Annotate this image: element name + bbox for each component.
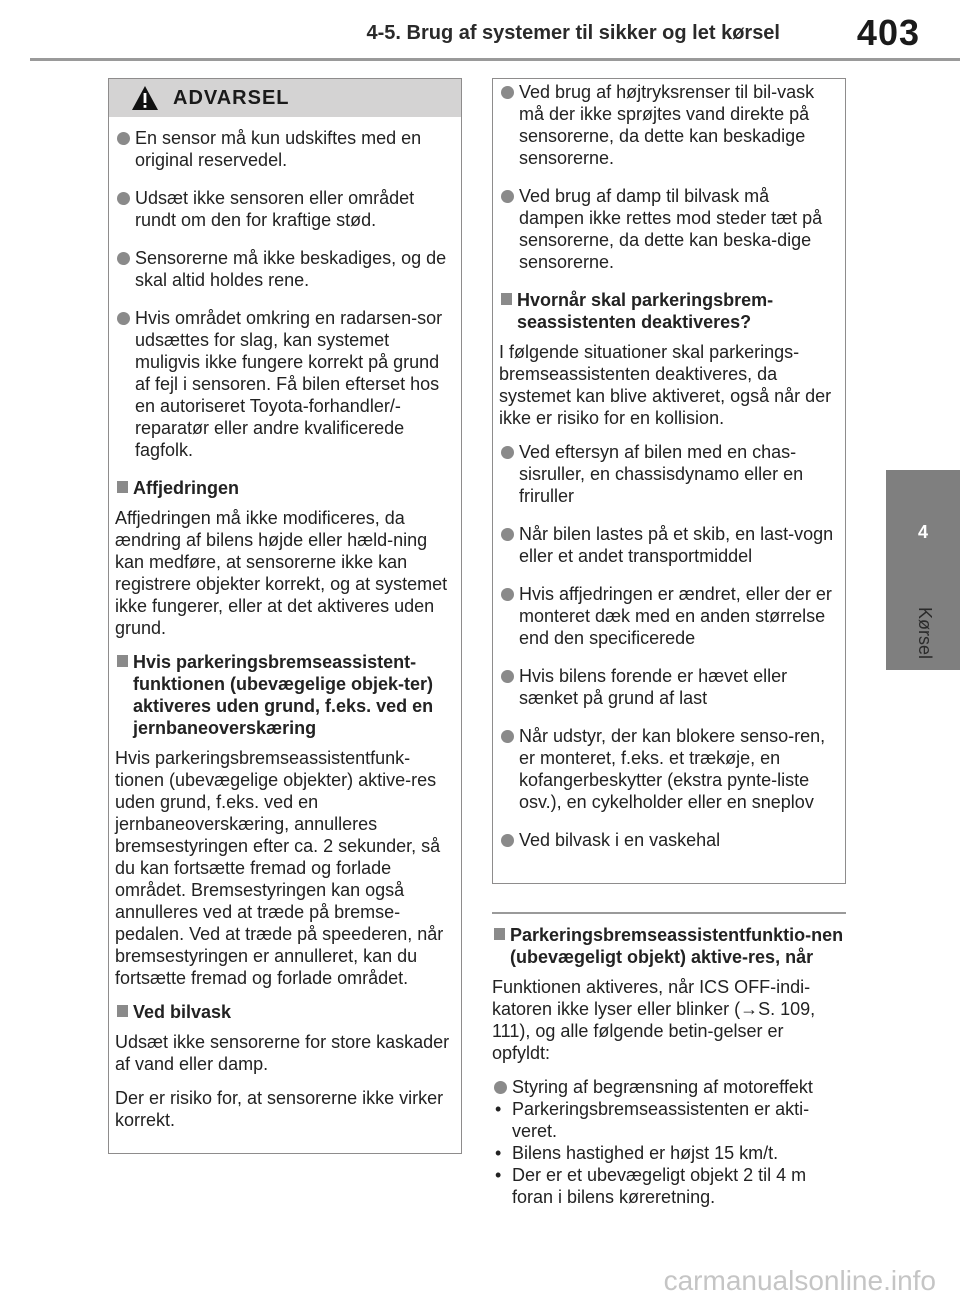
warning-bullet: Når bilen lastes på et skib, en last-vogn eller et andet transportmiddel <box>499 523 835 567</box>
warning-box-right <box>492 78 846 884</box>
warning-bullet: Ved bilvask i en vaskehal <box>499 829 835 851</box>
warning-triangle-icon <box>131 85 159 111</box>
main-section <box>492 912 846 1208</box>
deactivate-heading: Hvornår skal parkeringsbrem-seassistenten deaktiveres? <box>499 289 835 333</box>
warning-bullet: Ved brug af højtryksrenser til bil-vask må der ikke sprøjtes vand direkte på sensorerne, da dette kan beskadige sensorerne. <box>499 81 835 169</box>
header-divider <box>30 58 960 61</box>
page-number: 403 <box>856 12 920 53</box>
warning-bullet: Ved brug af damp til bilvask må dampen ikke rettes mod steder tæt på sensorerne, da dette kan beska-dige sensorerne. <box>499 185 835 273</box>
warning-bullet: Hvis bilens forende er hævet eller sænket på grund af last <box>499 665 835 709</box>
watermark: carmanualsonline.info <box>663 1265 936 1296</box>
suspension-text: Affjedringen må ikke modificeres, da ændring af bilens højde eller hæld-ning kan medføre, at sensorerne ikke kan registrere objekter korrekt, og at systemet ikke fungerer, eller at det aktiveres uden grund. <box>115 508 448 638</box>
section-divider <box>492 912 846 914</box>
warning-body <box>493 79 845 851</box>
deactivate-text: I følgende situationer skal parkerings-bremseassistenten deaktiveres, da systemet kan blive aktiveret, også når der ikke er risiko for en kollision. <box>499 342 832 428</box>
suspension-heading: Affjedringen <box>115 477 451 499</box>
carwash-heading: Ved bilvask <box>115 1001 451 1023</box>
warning-header <box>109 79 461 117</box>
warning-body <box>109 117 461 1131</box>
warning-bullet: Sensorerne må ikke beskadiges, og de skal altid holdes rene. <box>115 247 451 291</box>
condition-item: • Bilens hastighed er højst 15 km/t. <box>492 1142 846 1164</box>
carwash-text: Udsæt ikke sensorerne for store kaskader af vand eller damp. <box>115 1032 450 1074</box>
condition-item: • Parkeringsbremseassistenten er akti-veret. <box>492 1098 846 1142</box>
activation-intro: Funktionen aktiveres, når ICS OFF-indi-katoren ikke lyser eller blinker (→S. 109, 111), og alle følgende betin-gelser er opfyldt: <box>492 977 816 1063</box>
unnecessary-activation-text: Hvis parkeringsbremseassistentfunk-tionen (ubevægelige objekter) aktive-res uden grund, f.eks. ved en jernbaneoverskæring, annulleres bremsestyringen efter ca. 2 sekunder, så du kan fortsætte fremad og forlade området. Bremsestyringen kan også annulleres ved at træde på bremse-pedalen. Ved at træde på speederen, når bremsestyringen er annulleret, kan du fortsætte fremad og forlade området. <box>115 748 444 988</box>
chapter-number: 4 <box>917 522 928 542</box>
warning-bullet: Udsæt ikke sensoren eller området rundt om den for kraftige stød. <box>115 187 451 231</box>
condition-bullet: Styring af begrænsning af motoreffekt <box>492 1076 846 1098</box>
warning-title: ADVARSEL <box>173 86 290 109</box>
chapter-label: Kørsel <box>915 607 935 660</box>
carwash-text: Der er risiko for, at sensorerne ikke virker korrekt. <box>115 1088 444 1130</box>
warning-bullet: Hvis affjedringen er ændret, eller der er monteret dæk med en anden størrelse end den specificerede <box>499 583 835 649</box>
section-title: 4-5. Brug af systemer til sikker og let kørsel <box>366 22 780 44</box>
warning-bullet: Når udstyr, der kan blokere senso-ren, er monteret, f.eks. et trækøje, en kofangerbeskytter (ekstra pynte-liste osv.), en cykelholder eller en sneplov <box>499 725 835 813</box>
condition-item: • Der er et ubevægeligt objekt 2 til 4 m foran i bilens køreretning. <box>492 1164 846 1208</box>
warning-bullet: Hvis området omkring en radarsen-sor udsættes for slag, kan systemet muligvis ikke fungere korrekt på grund af fejl i sensoren. Få bilen efterset hos en autoriseret Toyota-forhandler/-reparatør eller andre kvalificerede fagfolk. <box>115 307 451 461</box>
warning-box-left <box>108 78 462 1154</box>
warning-bullet: En sensor må kun udskiftes med en original reservedel. <box>115 127 451 171</box>
activation-heading: Parkeringsbremseassistentfunktio-nen (ubevægeligt objekt) aktive-res, når <box>492 924 846 968</box>
warning-bullet: Ved eftersyn af bilen med en chas-sisruller, en chassisdynamo eller en friruller <box>499 441 835 507</box>
unnecessary-activation-heading: Hvis parkeringsbremseassistent-funktionen (ubevægelige objek-ter) aktiveres uden grund, f.eks. ved en jernbaneoverskæring <box>115 651 451 739</box>
